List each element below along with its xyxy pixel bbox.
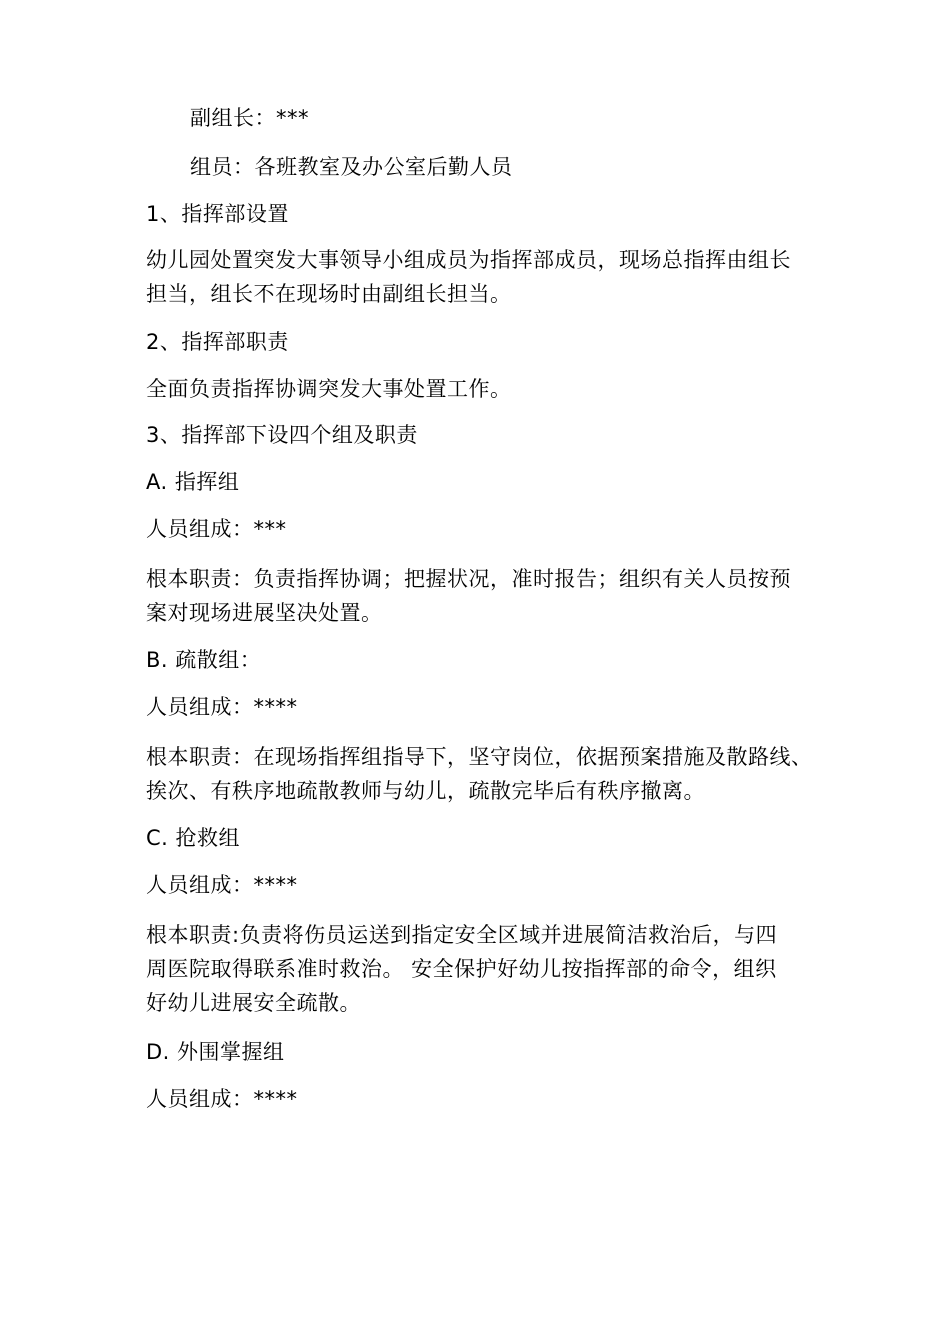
group-a-people: 人员组成：*** bbox=[146, 517, 287, 541]
members-line: 组员：各班教室及办公室后勤人员 bbox=[190, 155, 513, 179]
group-d-title: D. 外围掌握组 bbox=[146, 1040, 285, 1064]
group-c-people: 人员组成：**** bbox=[146, 873, 298, 897]
group-b-duty bbox=[146, 740, 826, 808]
paragraph-line: 案对现场进展坚决处置。 bbox=[146, 601, 383, 625]
heading-command-duties: 2、指挥部职责 bbox=[146, 330, 289, 354]
paragraph-line: 根本职责：在现场指挥组指导下，坚守岗位，依据预案措施及散路线、 bbox=[146, 745, 813, 769]
group-b-title: B. 疏散组： bbox=[146, 648, 262, 672]
paragraph-command-duties: 全面负责指挥协调突发大事处置工作。 bbox=[146, 377, 512, 401]
deputy-leader-line: 副组长：*** bbox=[190, 106, 309, 130]
paragraph-line: 根本职责:负责将伤员运送到指定安全区域并进展简洁救治后，与四 bbox=[146, 923, 778, 947]
paragraph-line: 根本职责：负责指挥协调；把握状况，准时报告；组织有关人员按预 bbox=[146, 567, 791, 591]
heading-four-groups: 3、指挥部下设四个组及职责 bbox=[146, 423, 418, 447]
paragraph-line: 幼儿园处置突发大事领导小组成员为指挥部成员，现场总指挥由组长 bbox=[146, 248, 791, 272]
paragraph-line: 担当，组长不在现场时由副组长担当。 bbox=[146, 282, 512, 306]
group-d-people: 人员组成：**** bbox=[146, 1087, 298, 1111]
group-c-duty bbox=[146, 918, 826, 1020]
group-a-title: A. 指挥组 bbox=[146, 470, 240, 494]
paragraph-line: 周医院取得联系准时救治。 安全保护好幼儿按指挥部的命令，组织 bbox=[146, 957, 777, 981]
group-a-duty bbox=[146, 562, 826, 630]
group-c-title: C. 抢救组 bbox=[146, 826, 241, 850]
paragraph-command-setup bbox=[146, 243, 826, 311]
paragraph-line: 好幼儿进展安全疏散。 bbox=[146, 991, 361, 1015]
paragraph-line: 挨次、有秩序地疏散教师与幼儿，疏散完毕后有秩序撤离。 bbox=[146, 779, 705, 803]
heading-command-setup: 1、指挥部设置 bbox=[146, 202, 289, 226]
group-b-people: 人员组成：**** bbox=[146, 695, 298, 719]
